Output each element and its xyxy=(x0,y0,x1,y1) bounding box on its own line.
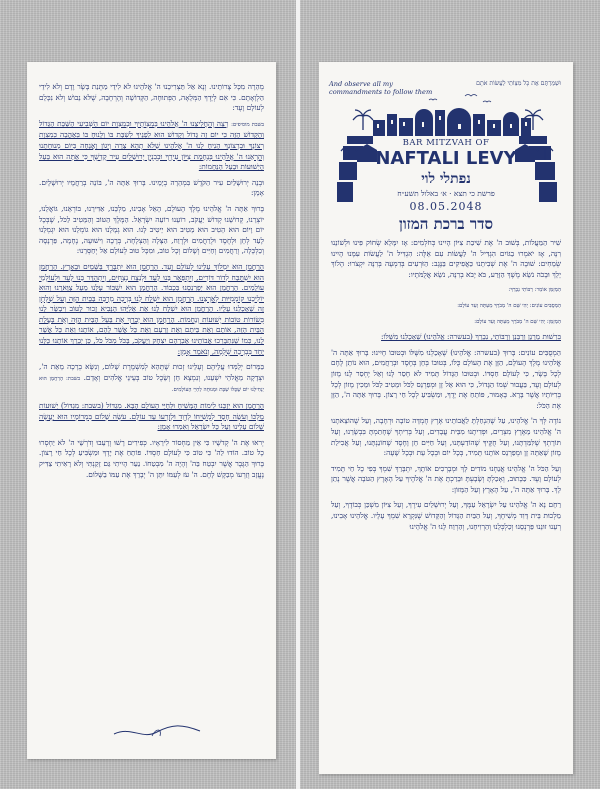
name-english: NAFTALI LEVY xyxy=(375,148,517,169)
name-hebrew: נפתלי לוי xyxy=(421,171,471,187)
card-left-page xyxy=(27,62,276,759)
shir-hamaalot: שִׁיר הַמַּעֲלוֹת, בְּשׁוּב ה' אֶת שִׁיבַת צִיּוֹן הָיִינוּ כְּחֹלְמִים: אָז יִמָּלֵא שְׂחוֹק פִּינוּ וּלְשׁוֹנֵנוּ רִנָּה, אָז יֹאמְרוּ בַגּוֹיִם הִגְדִּיל ה' לַעֲשׂוֹת עִם אֵלֶּה: הִגְדִּיל ה' לַעֲשׂוֹת עִמָּנוּ הָיִינוּ שְׂמֵחִים: שׁוּבָה ה' אֶת שְׁבִיתֵנוּ כַּאֲפִיקִים בַּנֶּגֶב: הַזֹּרְעִים בְּדִמְעָה בְּרִנָּה יִקְצֹרוּ: הָלוֹךְ יֵלֵךְ וּבָכֹה נֹשֵׂא מֶשֶׁךְ הַזָּרַע, בֹּא יָבֹא בְרִנָּה, נֹשֵׂא אֲלֻמֹּתָיו: xyxy=(331,238,561,279)
retzei-text: רְצֵה וְהַחֲלִיצֵנוּ ה' אֱלֹהֵינוּ בְּמִצְוֹתֶיךָ וּבְמִצְוַת יוֹם הַשְּׁבִיעִי הַשַּׁבָּת הַגָּדוֹל וְהַקָּדוֹשׁ הַזֶּה כִּי יוֹם זֶה גָּדוֹל וְקָדוֹשׁ הוּא לְפָנֶיךָ לִשְׁבָּת בּוֹ וְלָנוּחַ בּוֹ בְּאַהֲבָה כְּמִצְוַת רְצוֹנֶךָ וּבִרְצוֹנְךָ הָנִיחַ לָנוּ ה' אֱלֹהֵינוּ שֶׁלֹּא תְהֵא צָרָה וְיָגוֹן וַאֲנָחָה בְּיוֹם מְנוּחָתֵנוּ וְהַרְאֵנוּ ה' אֱלֹהֵינוּ בְּנֶחָמַת צִיּוֹן עִירֶךָ וּבְבִנְיַן יְרוּשָׁלַיִם עִיר קָדְשֶׁךָ כִּי אַתָּה הוּא בַּעַל הַיְשׁוּעוֹת וּבַעַל הַנֶּחָמוֹת: xyxy=(39,118,264,172)
card-right-page xyxy=(319,62,573,774)
zimun-leader-1: הַמְזַמֵּן אוֹמֵר: רַבּוֹתַי נְבָרֵךְ: xyxy=(508,287,561,294)
left-paragraph-4: בָּרוּךְ אַתָּה ה' אֱלֹהֵינוּ מֶלֶךְ הָעוֹלָם, הָאֵל אָבִינוּ, מַלְכֵּנוּ, אַדִּירֵנוּ, בּוֹרְאֵנוּ, גּוֹאֲלֵנוּ, יוֹצְרֵנוּ, קְדוֹשֵׁנוּ קְדוֹשׁ יַעֲקֹב, רוֹעֵנוּ רוֹעֵה יִשְׂרָאֵל. הַמֶּלֶךְ הַטּוֹב וְהַמֵּטִיב לַכֹּל, שֶׁבְּכָל יוֹם וָיוֹם הוּא הֵטִיב הוּא מֵטִיב הוּא יֵיטִיב לָנוּ. הוּא גְמָלָנוּ הוּא גוֹמְלֵנוּ הוּא יִגְמְלֵנוּ לָעַד לְחֵן וּלְחֶסֶד וּלְרַחֲמִים וּלְרֶוַח, הַצָּלָה וְהַצְלָחָה, בְּרָכָה וִישׁוּעָה, נֶחָמָה, פַּרְנָסָה וְכַלְכָּלָה, וְרַחֲמִים וְחַיִּים וְשָׁלוֹם וְכָל טוֹב, וּמִכָּל טוּב לְעוֹלָם אַל יְחַסְּרֵנוּ: xyxy=(39,203,264,256)
panel-divider xyxy=(296,0,300,789)
left-body xyxy=(39,82,264,485)
left-paragraph-3: וּבְנֵה יְרוּשָׁלַיִם עִיר הַקֹּדֶשׁ בִּמְהֵרָה בְיָמֵינוּ. בָּרוּךְ אַתָּה ה', בּוֹנֵה בְרַחֲמָיו יְרוּשָׁלָיִם. אָמֵן: xyxy=(39,177,264,198)
hazan-blessing: הַמְסֻבִּים עוֹנִים: בָּרוּךְ (בעשרה: אֱלֹהֵינוּ) שֶׁאָכַלְנוּ מִשֶּׁלּוֹ וּבְטוּבוֹ חָיִינוּ: בָּרוּךְ אַתָּה ה' אֱלֹהֵינוּ מֶלֶךְ הָעוֹלָם, הַזָּן אֶת הָעוֹלָם כֻּלּוֹ, בְּטוּבוֹ בְּחֵן בְּחֶסֶד וּבְרַחֲמִים, הוּא נוֹתֵן לֶחֶם לְכָל בָּשָׂר, כִּי לְעוֹלָם חַסְדּוֹ. וּבְטוּבוֹ הַגָּדוֹל תָּמִיד לֹא חָסַר לָנוּ וְאַל יֶחְסַר לָנוּ מָזוֹן לְעוֹלָם וָעֶד, בַּעֲבוּר שְׁמוֹ הַגָּדוֹל, כִּי הוּא אֵל זָן וּמְפַרְנֵס לַכֹּל וּמֵטִיב לַכֹּל וּמֵכִין מָזוֹן לְכָל בְּרִיּוֹתָיו אֲשֶׁר בָּרָא. כָּאָמוּר, פּוֹתֵחַ אֶת יָדֶךָ, וּמַשְׂבִּיעַ לְכָל חַי רָצוֹן. בָּרוּךְ אַתָּה ה', הַזָּן אֶת הַכֹּל: xyxy=(331,347,561,410)
right-body xyxy=(331,238,561,537)
left-paragraph-2 xyxy=(39,119,264,173)
left-paragraph-6 xyxy=(39,362,264,396)
verse-english: And observe all my commandments to follow them xyxy=(329,80,433,96)
rachem-blessing: רַחֵם נָא ה' אֱלֹהֵינוּ עַל יִשְׂרָאֵל עַמֶּךָ, וְעַל יְרוּשָׁלַיִם עִירֶךָ, וְעַל צִיּוֹן מִשְׁכַּן כְּבוֹדֶךָ, וְעַל מַלְכוּת בֵּית דָּוִד מְשִׁיחֶךָ, וְעַל הַבַּיִת הַגָּדוֹל וְהַקָּדוֹשׁ שֶׁנִּקְרָא שִׁמְךָ עָלָיו. אֱלֹהֵינוּ אָבִינוּ, רְעֵנוּ זוּנֵנוּ פַּרְנְסֵנוּ וְכַלְכְּלֵנוּ וְהַרְוִיחֵנוּ, וְהַרְוַח לָנוּ ה' אֱלֹהֵינוּ xyxy=(331,500,561,531)
zimun-leader-2: הַמְזַמֵּן: יְהִי שֵׁם ה' מְבֹרָךְ מֵעַתָּה וְעַד עוֹלָם: xyxy=(474,318,561,325)
left-paragraph-7: הָרַחֲמָן הוּא יְזַכֵּנוּ לִימוֹת הַמָּשִׁיחַ וּלְחַיֵּי הָעוֹלָם הַבָּא. מִגְדּוֹל (בשבת: מִגְדּוֹל) יְשׁוּעוֹת מַלְכּוֹ וְעֹשֶׂה חֶסֶד לִמְשִׁיחוֹ לְדָוִד וּלְזַרְעוֹ עַד עוֹלָם. עֹשֶׂה שָׁלוֹם בִּמְרוֹמָיו הוּא יַעֲשֶׂה שָׁלוֹם עָלֵינוּ וְעַל כָּל יִשְׂרָאֵל וְאִמְרוּ אָמֵן: xyxy=(39,401,264,432)
nodeh-blessing: נוֹדֶה לְּךָ ה' אֱלֹהֵינוּ, עַל שֶׁהִנְחַלְתָּ לַאֲבוֹתֵינוּ אֶרֶץ חֶמְדָּה טוֹבָה וּרְחָבָה, וְעַל שֶׁהוֹצֵאתָנוּ ה' אֱלֹהֵינוּ מֵאֶרֶץ מִצְרַיִם, וּפְדִיתָנוּ מִבֵּית עֲבָדִים, וְעַל בְּרִיתְךָ שֶׁחָתַמְתָּ בִּבְשָׂרֵנוּ, וְעַל תּוֹרָתְךָ שֶׁלִּמַּדְתָּנוּ, וְעַל חֻקֶּיךָ שֶׁהוֹדַעְתָּנוּ, וְעַל חַיִּים חֵן וָחֶסֶד שֶׁחוֹנַנְתָּנוּ, וְעַל אֲכִילַת מָזוֹן שָׁאַתָּה זָן וּמְפַרְנֵס אוֹתָנוּ תָּמִיד, בְּכָל יוֹם וּבְכָל עֵת וּבְכָל שָׁעָה: xyxy=(331,416,561,458)
left-paragraph-1: מְהֵרָה מִכָּל צָרוֹתֵינוּ. וְנָא אַל תַּצְרִיכֵנוּ ה' אֱלֹהֵינוּ לֹא לִידֵי מַתְּנַת בָּשָׂר וָדָם וְלֹא לִידֵי הַלְוָאָתָם. כִּי אִם לְיָדְךָ הַמְּלֵאָה, הַפְּתוּחָה, הַקְּדוֹשָׁה וְהָרְחָבָה, שֶׁלֹּא נֵבוֹשׁ וְלֹא נִכָּלֵם לְעוֹלָם וָעֶד: xyxy=(39,82,264,113)
left-paragraph-8: יְראוּ אֶת ה' קְדֹשָׁיו כִּי אֵין מַחְסוֹר לִירֵאָיו. כְּפִירִים רָשׁוּ וְרָעֵבוּ וְדֹרְשֵׁי ה' לֹא יַחְסְרוּ כָל טוֹב. הוֹדוּ לַה' כִּי טוֹב כִּי לְעוֹלָם חַסְדּוֹ. פּוֹתֵחַ אֶת יָדֶךָ וּמַשְׂבִּיעַ לְכָל חַי רָצוֹן. בָּרוּךְ הַגֶּבֶר אֲשֶׁר יִבְטַח בַּה' וְהָיָה ה' מִבְטַחוֹ. נַעַר הָיִיתִי גַּם זָקַנְתִּי וְלֹא רָאִיתִי צַדִּיק נֶעֱזָב וְזַרְעוֹ מְבַקֶּשׁ לָחֶם. ה' עֹז לְעַמּוֹ יִתֵּן ה' יְבָרֵךְ אֶת עַמּוֹ בַשָּׁלוֹם. xyxy=(39,437,264,479)
veal-hakol: וְעַל הַכֹּל ה' אֱלֹהֵינוּ אֲנַחְנוּ מוֹדִים לָךְ וּמְבָרְכִים אוֹתָךְ, יִתְבָּרַךְ שִׁמְךָ בְּפִי כָל חַי תָּמִיד לְעוֹלָם וָעֶד. כַּכָּתוּב, וְאָכַלְתָּ וְשָׂבָעְתָּ וּבֵרַכְתָּ אֶת ה' אֱלֹהֶיךָ עַל הָאָרֶץ הַטֹּבָה אֲשֶׁר נָתַן לָךְ. בָּרוּךְ אַתָּה ה', עַל הָאָרֶץ וְעַל הַמָּזוֹן: xyxy=(331,463,561,494)
zimun-reshut: בִּרְשׁוּת מָרָנָן וְרַבָּנָן וְרַבּוֹתַי, נְבָרֵךְ (בעשרה: אֱלֹהֵינוּ) שֶׁאָכַלְנוּ מִשֶּׁלּוֹ: xyxy=(381,332,561,342)
signature-flourish xyxy=(112,722,202,742)
left-paragraph-5: הָרַחֲמָן הוּא יִמְלוֹךְ עָלֵינוּ לְעוֹלָם וָעֶד. הָרַחֲמָן הוּא יִתְבָּרַךְ בַּשָּׁמַיִם וּבָאָרֶץ. הָרַחֲמָן הוּא יִשְׁתַּבַּח לְדוֹר דּוֹרִים, וְיִתְפָּאַר בָּנוּ לָעַד וּלְנֵצַח נְצָחִים, וְיִתְהַדַּר בָּנוּ לָעַד וּלְעוֹלְמֵי עוֹלָמִים. הָרַחֲמָן הוּא יְפַרְנְסֵנוּ בְּכָבוֹד. הָרַחֲמָן הוּא יִשְׁבּוֹר עֻלֵּנוּ מֵעַל צַוָּארֵנוּ וְהוּא יוֹלִיכֵנוּ קוֹמְמִיּוּת לְאַרְצֵנוּ. הָרַחֲמָן הוּא יִשְׁלַח לָנוּ בְּרָכָה מְרֻבָּה בַּבַּיִת הַזֶּה וְעַל שֻׁלְחָן זֶה שֶׁאָכַלְנוּ עָלָיו. הָרַחֲמָן הוּא יִשְׁלַח לָנוּ אֶת אֵלִיָּהוּ הַנָּבִיא זָכוּר לַטּוֹב וִיבַשֶּׂר לָנוּ בְּשׂוֹרוֹת טוֹבוֹת יְשׁוּעוֹת וְנֶחָמוֹת. הָרַחֲמָן הוּא יְבָרֵךְ אֶת בַּעַל הַבַּיִת הַזֶּה וְאֶת בַּעֲלַת הַבַּיִת הַזֶּה, אוֹתָם וְאֶת בֵּיתָם וְאֶת זַרְעָם וְאֶת כָּל אֲשֶׁר לָהֶם, אוֹתָנוּ וְאֶת כָּל אֲשֶׁר לָנוּ, כְּמוֹ שֶׁנִּתְבָּרְכוּ אֲבוֹתֵינוּ אַבְרָהָם יִצְחָק וְיַעֲקֹב, בַּכֹּל מִכֹּל כֹּל, כֵּן יְבָרֵךְ אוֹתָנוּ כֻּלָּנוּ יַחַד בִּבְרָכָה שְׁלֵמָה, וְנֹאמַר אָמֵן: xyxy=(39,261,264,356)
left-note-shabbat-2: בשבת: הָרַחֲמָן הוּא יַנְחִילֵנוּ יוֹם שֶׁכֻּלּוֹ שַׁבָּת וּמְנוּחָה לְחַיֵּי הָעוֹלָמִים. xyxy=(39,375,264,394)
bar-mitzvah-subtitle: BAR MITZVAH OF xyxy=(402,138,490,148)
header xyxy=(319,62,573,232)
bamarom-text: בַּמָּרוֹם יְלַמְּדוּ עֲלֵיהֶם וְעָלֵינוּ זְכוּת שֶׁתְּהֵא לְמִשְׁמֶרֶת שָׁלוֹם, וְנִשָּׂא בְרָכָה מֵאֵת ה', וּצְדָקָה מֵאֱלֹהֵי יִשְׁעֵנוּ, וְנִמְצָא חֵן וְשֵׂכֶל טוֹב בְּעֵינֵי אֱלֹהִים וְאָדָם. xyxy=(39,362,264,382)
event-date: 08.05.2048 xyxy=(409,200,483,213)
verse-hebrew: וּשְׁמַרְתֶּם אֶת כָּל מִצְוֹתַי לַעֲשׂוֹת אֹתָם xyxy=(476,80,561,87)
parasha-line: פרשת כי תצא · א׳ באלול תשע״ח xyxy=(397,189,495,198)
left-note-shabbat: בשבת מוסיפים: xyxy=(231,121,264,128)
birkat-hamazon-title: סדר ברכת המזון xyxy=(399,215,493,233)
zimun-response-1: הַמְסֻבִּים עוֹנִים: יְהִי שֵׁם ה' מְבֹרָךְ מֵעַתָּה וְעַד עוֹלָם: xyxy=(457,302,561,309)
